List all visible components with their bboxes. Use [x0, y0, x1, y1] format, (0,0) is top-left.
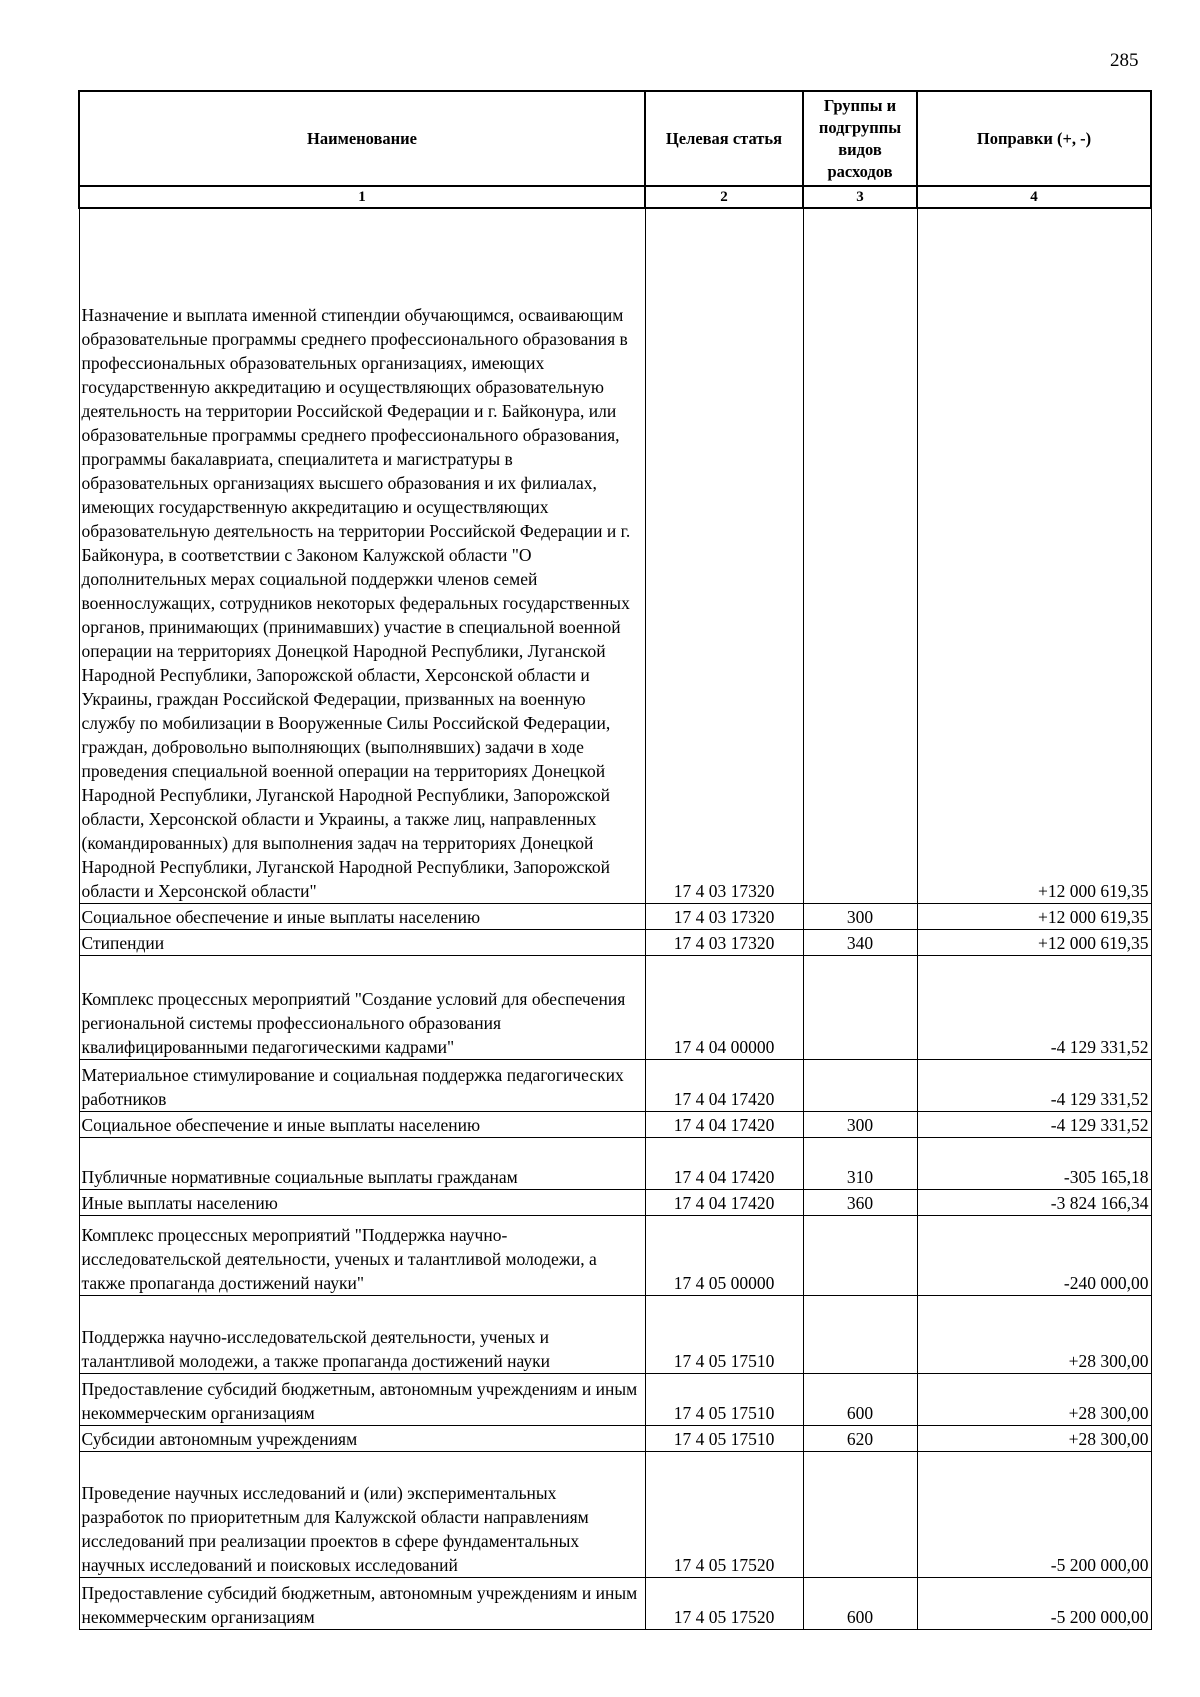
row-expense-group [803, 208, 917, 903]
row-name: Назначение и выплата именной стипендии обучающимся, осваивающим образовательные программы среднего профессионального образования в профессиональных образовательных организациях, имеющих государственную аккредитацию и осуществляющих образовательную деятельность на территории Российской Федерации и г. Байконура, или образовательные программы среднего профессионального образования, программы бакалавриата, специалитета и магистратуры в образовательных организациях высшего образования и их филиалах, имеющих государственную аккредитацию и осуществляющих образовательную деятельность на территории Российской Федерации и г. Байконура, в соответствии с Законом Калужской области "О дополнительных мерах социальной поддержки членов семей военнослужащих, сотрудников некоторых федеральных государственных органов, принимающих (принимавших) участие в специальной военной операции на территориях Донецкой Народной Республики, Луганской Народной Республики, Запорожской области, Херсонской области и Украины, граждан Российской Федерации, призванных на военную службу по мобилизации в Вооруженные Силы Российской Федерации, граждан, добровольно выполняющих (выполнявших) задачи в ходе проведения специальной военной операции на территориях Донецкой Народной Республики, Луганской Народной Республики, Запорожской области, Херсонской области и Украины, а также лиц, направленных (командированных) для выполнения задач на территориях Донецкой Народной Республики, Луганской Народной Республики, Запорожской области и Херсонской области" [79, 208, 645, 903]
row-target-article: 17 4 03 17320 [645, 208, 803, 903]
row-expense-group [803, 955, 917, 1059]
table-row [79, 1577, 1151, 1629]
row-name: Стипендии [79, 929, 645, 955]
row-expense-group: 620 [803, 1425, 917, 1451]
row-expense-group: 300 [803, 1111, 917, 1137]
row-name: Предоставление субсидий бюджетным, автономным учреждениям и иным некоммерческим организациям [79, 1373, 645, 1425]
row-name: Социальное обеспечение и иные выплаты населению [79, 1111, 645, 1137]
row-amendment-amount: +28 300,00 [917, 1425, 1151, 1451]
row-amendment-amount: +12 000 619,35 [917, 929, 1151, 955]
row-expense-group: 310 [803, 1137, 917, 1189]
row-amendment-amount: -4 129 331,52 [917, 1059, 1151, 1111]
row-amendment-amount: -5 200 000,00 [917, 1577, 1151, 1629]
row-expense-group [803, 1295, 917, 1373]
row-target-article: 17 4 04 17420 [645, 1111, 803, 1137]
row-name: Иные выплаты населению [79, 1189, 645, 1215]
table-row [79, 1373, 1151, 1425]
row-amendment-amount: -4 129 331,52 [917, 1111, 1151, 1137]
table-row [79, 1451, 1151, 1577]
column-index: 4 [917, 186, 1151, 208]
row-expense-group [803, 1215, 917, 1295]
row-target-article: 17 4 05 00000 [645, 1215, 803, 1295]
table-row [79, 1111, 1151, 1137]
row-target-article: 17 4 05 17520 [645, 1577, 803, 1629]
table-row [79, 1425, 1151, 1451]
budget-amendments-table [78, 90, 1152, 1630]
row-target-article: 17 4 05 17510 [645, 1425, 803, 1451]
row-name: Комплекс процессных мероприятий "Создание условий для обеспечения региональной системы профессионального образования квалифицированными педагогическими кадрами" [79, 955, 645, 1059]
header-amendments: Поправки (+, -) [917, 91, 1151, 186]
row-amendment-amount: -5 200 000,00 [917, 1451, 1151, 1577]
table-row [79, 1295, 1151, 1373]
row-name: Материальное стимулирование и социальная поддержка педагогических работников [79, 1059, 645, 1111]
row-expense-group: 360 [803, 1189, 917, 1215]
row-expense-group: 600 [803, 1577, 917, 1629]
row-expense-group [803, 1059, 917, 1111]
row-name: Предоставление субсидий бюджетным, автономным учреждениям и иным некоммерческим организациям [79, 1577, 645, 1629]
row-amendment-amount: +12 000 619,35 [917, 903, 1151, 929]
table-row [79, 903, 1151, 929]
row-name: Поддержка научно-исследовательской деятельности, ученых и талантливой молодежи, а также пропаганда достижений науки [79, 1295, 645, 1373]
row-name: Комплекс процессных мероприятий "Поддержка научно-исследовательской деятельности, ученых и талантливой молодежи, а также пропаганда достижений науки" [79, 1215, 645, 1295]
row-name: Публичные нормативные социальные выплаты гражданам [79, 1137, 645, 1189]
row-target-article: 17 4 05 17510 [645, 1373, 803, 1425]
row-target-article: 17 4 04 17420 [645, 1137, 803, 1189]
row-amendment-amount: +28 300,00 [917, 1373, 1151, 1425]
row-name: Проведение научных исследований и (или) экспериментальных разработок по приоритетным для Калужской области направлениям исследований при реализации проектов в сфере фундаментальных научных исследований и поисковых исследований [79, 1451, 645, 1577]
table-row [79, 929, 1151, 955]
row-target-article: 17 4 05 17510 [645, 1295, 803, 1373]
table-row [79, 1189, 1151, 1215]
table-header-row [79, 91, 1151, 186]
column-index: 2 [645, 186, 803, 208]
column-index: 3 [803, 186, 917, 208]
row-target-article: 17 4 04 17420 [645, 1059, 803, 1111]
row-expense-group: 340 [803, 929, 917, 955]
row-expense-group: 600 [803, 1373, 917, 1425]
row-expense-group [803, 1451, 917, 1577]
row-target-article: 17 4 03 17320 [645, 903, 803, 929]
header-name: Наименование [79, 91, 645, 186]
row-amendment-amount: +28 300,00 [917, 1295, 1151, 1373]
table-row [79, 1137, 1151, 1189]
header-expense-groups: Группы и подгруппы видов расходов [803, 91, 917, 186]
table-row [79, 955, 1151, 1059]
column-index-row [79, 186, 1151, 208]
table-row [79, 1059, 1151, 1111]
row-amendment-amount: -305 165,18 [917, 1137, 1151, 1189]
row-target-article: 17 4 05 17520 [645, 1451, 803, 1577]
page-number: 285 [1110, 50, 1139, 71]
row-target-article: 17 4 04 00000 [645, 955, 803, 1059]
table-row [79, 208, 1151, 903]
row-amendment-amount: -4 129 331,52 [917, 955, 1151, 1059]
row-name: Социальное обеспечение и иные выплаты населению [79, 903, 645, 929]
row-expense-group: 300 [803, 903, 917, 929]
row-amendment-amount: -240 000,00 [917, 1215, 1151, 1295]
row-target-article: 17 4 04 17420 [645, 1189, 803, 1215]
row-amendment-amount: -3 824 166,34 [917, 1189, 1151, 1215]
row-target-article: 17 4 03 17320 [645, 929, 803, 955]
header-target-article: Целевая статья [645, 91, 803, 186]
row-amendment-amount: +12 000 619,35 [917, 208, 1151, 903]
column-index: 1 [79, 186, 645, 208]
row-name: Субсидии автономным учреждениям [79, 1425, 645, 1451]
table-row [79, 1215, 1151, 1295]
